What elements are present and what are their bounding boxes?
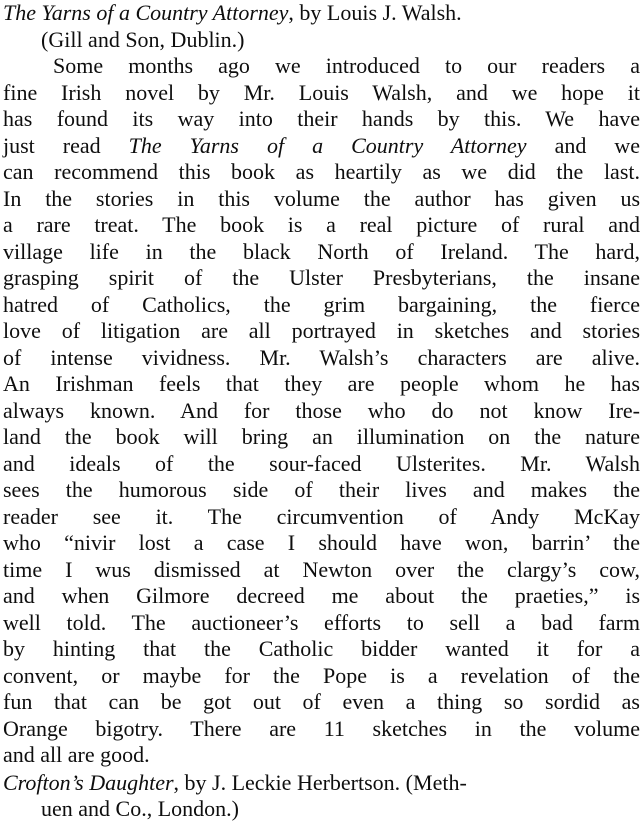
text-segment: land the book will bring an illumination on the nature	[3, 424, 640, 449]
text-segment: love of litigation are all portrayed in sketches and stories	[3, 318, 640, 343]
text-segment: and ideals of the sour-faced Ulsterites. Mr. Walsh	[3, 450, 640, 476]
review-heading	[3, 770, 641, 797]
text-segment: always known. And for those who do not know Ire-	[3, 397, 640, 423]
text-segment: just read	[3, 132, 129, 158]
text-segment: hatred of Catholics, the grim bargaining, the fierce	[3, 291, 640, 317]
text-line	[3, 186, 640, 213]
text-segment: Some months ago we introduced to our readers a	[53, 53, 640, 78]
text-line	[3, 451, 640, 478]
book-publisher: (Gill and Son, Dublin.)	[41, 26, 245, 52]
text-line	[3, 212, 640, 239]
text-line	[3, 398, 640, 425]
text-line	[3, 742, 641, 769]
text-line	[3, 106, 640, 133]
text-segment: village life in the black North of Ireland. The hard,	[3, 238, 640, 264]
book-title: Crofton’s Daughter	[3, 769, 174, 795]
text-line	[3, 689, 640, 716]
text-segment: time I wus dismissed at Newton over the clargy’s cow,	[3, 556, 640, 582]
text-segment: fun that can be got out of even a thing so sordid as	[3, 689, 640, 714]
book-publisher: uen and Co., London.)	[41, 796, 239, 821]
text-line	[3, 610, 640, 637]
text-segment: and all are good.	[3, 742, 150, 767]
text-segment: well told. The auctioneer’s efforts to sell a bad farm	[3, 609, 640, 635]
text-line	[3, 424, 640, 451]
text-segment: An Irishman feels that they are people whom he has	[3, 371, 640, 396]
text-line	[3, 80, 640, 107]
text-line	[3, 477, 640, 504]
text-segment: sees the humorous side of their lives and makes the	[3, 477, 640, 502]
text-segment: convent, or maybe for the Pope is a revelation of the	[3, 662, 640, 688]
text-segment: of intense vividness. Mr. Walsh’s characters are alive.	[3, 344, 640, 370]
text-segment: and when Gilmore decreed me about the praeties,” is	[3, 583, 640, 608]
text-segment: can recommend this book as heartily as we did the last.	[3, 159, 640, 184]
text-segment: grasping spirit of the Ulster Presbyterians, the insane	[3, 265, 640, 290]
review-heading	[3, 0, 641, 27]
text-segment: fine Irish novel by Mr. Louis Walsh, and we hope it	[3, 79, 640, 105]
text-segment: Orange bigotry. There are 11 sketches in the volume	[3, 715, 640, 741]
text-line	[3, 239, 640, 266]
review-body	[3, 53, 641, 769]
text-segment: and we	[526, 132, 640, 158]
text-line	[3, 583, 640, 610]
text-line	[3, 530, 640, 557]
book-title: The Yarns of a Country Attorney	[3, 0, 289, 25]
text-segment: who “nivir lost a case I should have won, barrin’ the	[3, 530, 640, 555]
text-line	[3, 663, 640, 690]
text-line	[3, 716, 640, 743]
text-line	[3, 318, 640, 345]
text-line	[3, 159, 640, 186]
text-segment: a rare treat. The book is a real picture of rural and	[3, 212, 640, 237]
text-segment: by hinting that the Catholic bidder wanted it for a	[3, 636, 640, 661]
text-line	[3, 557, 640, 584]
text-line	[3, 133, 640, 160]
book-byline: , by Louis J. Walsh.	[288, 0, 462, 25]
text-segment: has found its way into their hands by this. We have	[3, 106, 640, 131]
text-line	[3, 292, 640, 319]
text-line	[3, 345, 640, 372]
text-line	[3, 636, 640, 663]
text-line	[3, 371, 640, 398]
inline-book-title: The Yarns of a Country Attorney	[128, 132, 527, 158]
text-segment: reader see it. The circumvention of Andy McKay	[3, 503, 640, 529]
text-line	[3, 53, 640, 80]
book-byline: , by J. Leckie Herbertson. (Meth-	[173, 769, 467, 795]
text-line	[3, 265, 640, 292]
text-line	[3, 504, 640, 531]
text-segment: In the stories in this volume the author has given us	[3, 185, 640, 211]
